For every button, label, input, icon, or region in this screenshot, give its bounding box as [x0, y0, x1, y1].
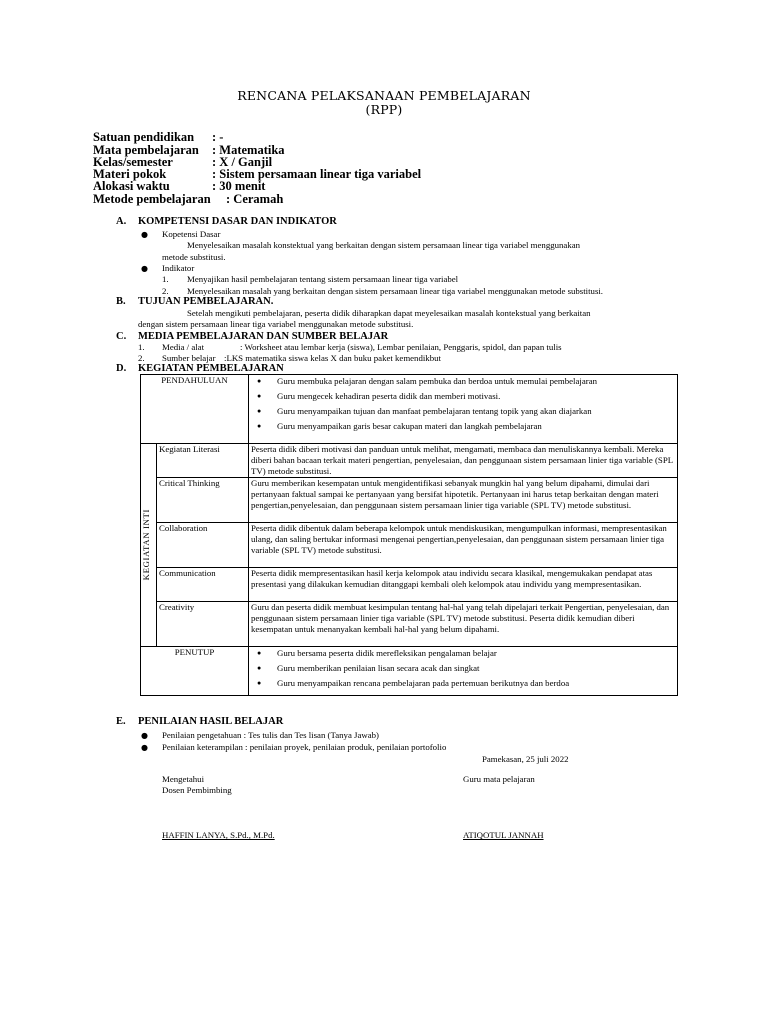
- identity-label: Alokasi waktu: [93, 179, 170, 193]
- bullet-icon: ●: [141, 743, 148, 752]
- document-title: RENCANA PELAKSANAAN PEMBELAJARAN: [237, 88, 531, 103]
- pendahuluan-label: PENDAHULUAN: [141, 375, 249, 444]
- bullet-icon: ●: [141, 230, 148, 239]
- section-a-heading: KOMPETENSI DASAR DAN INDIKATOR: [138, 216, 337, 227]
- kegiatan-inti-cell: [141, 444, 157, 647]
- identity-value: : -: [212, 130, 224, 144]
- assessment-item: Penilaian pengetahuan : Tes tulis dan Tes lisan (Tanya Jawab): [162, 730, 379, 740]
- activity-table: [140, 374, 678, 696]
- pendahuluan-row: [141, 375, 678, 444]
- bullet-icon: ●: [141, 264, 148, 273]
- media-label: Media / alat: [162, 342, 205, 352]
- list-item: ● Guru menyampaikan rencana pembelajaran pada pertemuan berikutnya dan berdoa: [251, 678, 675, 689]
- section-c-heading: MEDIA PEMBELAJARAN DAN SUMBER BELAJAR: [138, 331, 389, 342]
- identity-label: Materi pokok: [93, 167, 167, 181]
- section-d-heading: KEGIATAN PEMBELAJARAN: [138, 363, 284, 374]
- identity-value: : X / Ganjil: [212, 155, 273, 169]
- table-row: [141, 568, 678, 602]
- activity-name: Creativity: [157, 602, 249, 647]
- kegiatan-inti-label: KEGIATAN INTI: [141, 509, 151, 581]
- kd-text-cont: metode substitusi.: [162, 252, 226, 262]
- place-date: Pamekasan, 25 juli 2022: [482, 754, 569, 764]
- table-row: [141, 478, 678, 523]
- media-number: 1.: [138, 342, 145, 352]
- activity-text: Peserta didik diberi motivasi dan panduan untuk melihat, mengamati, membaca dan menuliskannya kembali. Mereka diberi bahan bacaan terkait materi pengertian, penyelesaian, dan penggunaan sistem persamaan linier tiga variable (SPL TV) metode substitusi.: [249, 444, 678, 478]
- media-text: :LKS matematika siswa kelas X dan buku paket kemendikbut: [224, 353, 441, 363]
- signer-right-name: ATIQOTUL JANNAH: [463, 830, 544, 840]
- activity-name: Critical Thinking: [157, 478, 249, 523]
- table-row: [141, 602, 678, 647]
- indicator-label: Indikator: [162, 263, 195, 273]
- section-b-heading: TUJUAN PEMBELAJARAN.: [138, 296, 274, 307]
- identity-value: : 30 menit: [212, 179, 266, 193]
- identity-value: : Matematika: [212, 143, 285, 157]
- section-b-letter: B.: [116, 296, 126, 307]
- section-c-letter: C.: [116, 331, 127, 342]
- activity-text: Peserta didik mempresentasikan hasil kerja kelompok atau individu secara klasikal, mengemukakan pendapat atas presentasi yang dilakukan kemudian ditanggapi kembali oleh kelompok atau individu yang mempresentasikan.: [249, 568, 678, 602]
- indicator-text: Menyelesaikan masalah yang berkaitan dengan sistem persamaan linear tiga variabel menggunakan metode substitusi.: [187, 286, 604, 296]
- table-row: [141, 523, 678, 568]
- kd-text: Menyelesaikan masalah konstektual yang berkaitan dengan sistem persamaan linear tiga variabel menggunakan: [187, 240, 581, 250]
- identity-label: Satuan pendidikan: [93, 130, 195, 144]
- activity-name: Collaboration: [157, 523, 249, 568]
- list-item: ● Guru menyampaikan tujuan dan manfaat pembelajaran tentang topik yang akan diajarkan: [251, 406, 675, 417]
- signer-left-role: Mengetahui: [162, 774, 205, 784]
- indicator-number: 2.: [162, 286, 169, 296]
- assessment-item: Penilaian keterampilan : penilaian proyek, penilaian produk, penilaian portofolio: [162, 742, 447, 752]
- identity-label: Metode pembelajaran: [93, 192, 211, 206]
- media-text: : Worksheet atau lembar kerja (siswa), Lembar penilaian, Penggaris, spidol, dan papan tulis: [240, 342, 562, 352]
- signer-left-name: HAFFIN LANYA, S.Pd., M.Pd.: [162, 830, 275, 840]
- penutup-row: [141, 647, 678, 696]
- activity-text: Guru memberikan kesempatan untuk mengidentifikasi sebanyak mungkin hal yang belum dipahami, dimulai dari pertanyaan faktual sampai ke pertanyaan yang bersifat hipotetik. Pertanyaan ini harus tetap berkaitan dengan materi pengertian,penyelesaian, dan penggunaan sistem persamaan linier tiga variable (SPL TV) metode substitusi.: [249, 478, 678, 523]
- pendahuluan-cell: [249, 375, 678, 444]
- list-item: ● Guru bersama peserta didik merefleksikan pengalaman belajar: [251, 648, 675, 659]
- objective-text: Setelah mengikuti pembelajaran, peserta didik diharapkan dapat meyelesaikan masalah kontekstual yang berkaitan: [187, 308, 591, 318]
- bullet-icon: ●: [141, 731, 148, 740]
- section-a-letter: A.: [116, 216, 127, 227]
- identity-label: Mata pembelajaran: [93, 143, 199, 157]
- list-item: ● Guru mengecek kehadiran peserta didik dan memberi motivasi.: [251, 391, 675, 402]
- indicator-text: Menyajikan hasil pembelajaran tentang sistem persamaan linear tiga variabel: [187, 274, 459, 284]
- document-subtitle: (RPP): [365, 102, 403, 117]
- identity-label: Kelas/semester: [93, 155, 173, 169]
- section-e-heading: PENILAIAN HASIL BELAJAR: [138, 716, 284, 727]
- identity-value: : Ceramah: [226, 192, 284, 206]
- table-row: [141, 444, 678, 478]
- list-item: ● Guru menyampaikan garis besar cakupan materi dan langkah pembelajaran: [251, 421, 675, 432]
- indicator-number: 1.: [162, 274, 169, 284]
- section-d-letter: D.: [116, 363, 127, 374]
- activity-text: Guru dan peserta didik membuat kesimpulan tentang hal-hal yang telah dipelajari terkait Pengertian, penyelesaian, dan penggunaan sistem persamaan linier tiga variable (SPL TV) metode substitusi. Peserta didik kemudian diberi kesempatan untuk menanyakan kembali hal-hal yang belum dipahami.: [249, 602, 678, 647]
- signer-right-role: Guru mata pelajaran: [463, 774, 535, 784]
- section-e-letter: E.: [116, 716, 126, 727]
- media-label: Sumber belajar: [162, 353, 216, 363]
- list-item: ● Guru membuka pelajaran dengan salam pembuka dan berdoa untuk memulai pembelajaran: [251, 376, 675, 387]
- activity-text: Peserta didik dibentuk dalam beberapa kelompok untuk mendiskusikan, mengumpulkan informasi, mempresentasikan ulang, dan saling bertukar informasi mengenai pengertian,penyelesaian, dan penggunaan sistem persamaan linier tiga variable (SPL TV) metode substitusi.: [249, 523, 678, 568]
- activity-name: Kegiatan Literasi: [157, 444, 249, 478]
- penutup-cell: [249, 647, 678, 696]
- penutup-label: PENUTUP: [141, 647, 249, 696]
- kd-label: Kopetensi Dasar: [162, 229, 221, 239]
- objective-text-cont: dengan sistem persamaan linear tiga variabel menggunakan metode substitusi.: [138, 319, 414, 329]
- activity-name: Communication: [157, 568, 249, 602]
- list-item: ● Guru memberikan penilaian lisan secara acak dan singkat: [251, 663, 675, 674]
- identity-value: : Sistem persamaan linear tiga variabel: [212, 167, 422, 181]
- media-number: 2.: [138, 353, 145, 363]
- signer-left-title: Dosen Pembimbing: [162, 785, 232, 795]
